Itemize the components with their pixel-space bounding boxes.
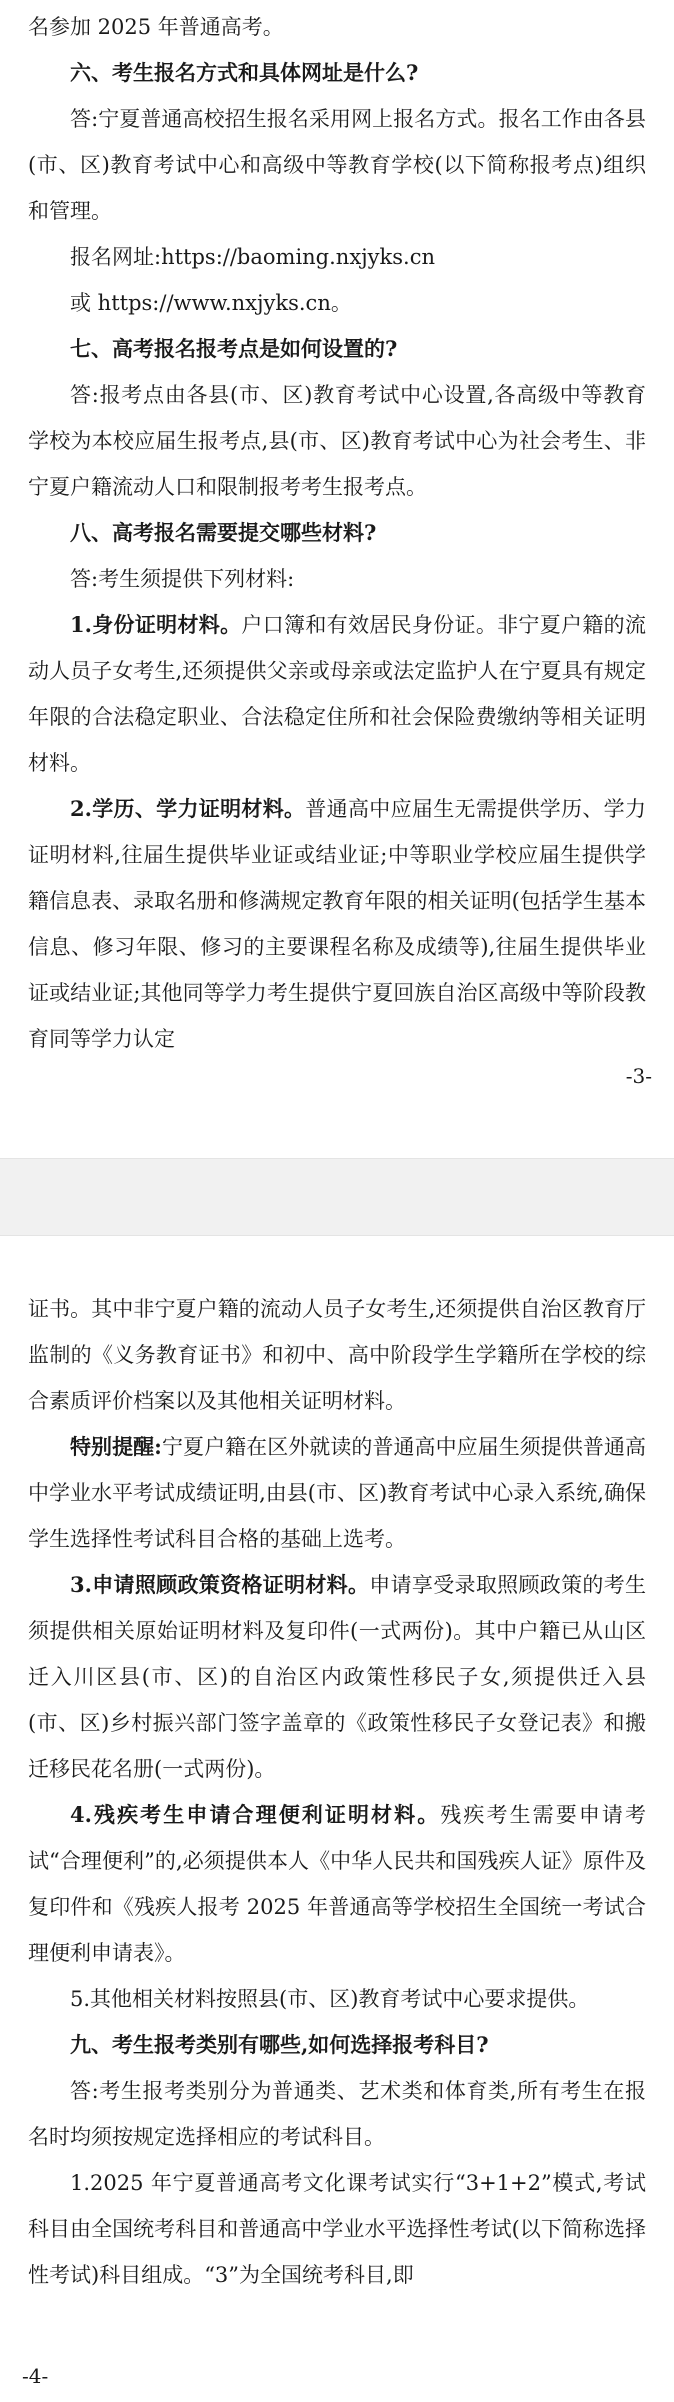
page-gap <box>0 1158 674 1236</box>
paragraph: 答:考生须提供下列材料: <box>70 567 295 591</box>
paragraph: 名参加 2025 年普通高考。 <box>28 15 284 39</box>
list-item-lead: 4.残疾考生申请合理便利证明材料。 <box>70 1802 441 1827</box>
list-item-lead: 3.申请照顾政策资格证明材料。 <box>70 1572 370 1597</box>
list-item-text: 残疾考生需要申请考试“合理便利”的,必须提供本人《中华人民共和国残疾人证》原件及复印件和《残疾人报考 2025 年普通高等学校招生全国统一考试合理便利申请表》。 <box>28 1803 647 1965</box>
special-note-lead: 特别提醒: <box>70 1434 162 1459</box>
list-item-text: 户口簿和有效居民身份证。非宁夏户籍的流动人员子女考生,还须提供父亲或母亲或法定监护人在宁夏具有规定年限的合法稳定职业、合法稳定住所和社会保险费缴纳等相关证明材料。 <box>28 613 646 775</box>
list-item <box>28 602 646 786</box>
section-heading-6: 六、考生报名方式和具体网址是什么? <box>70 60 419 85</box>
special-note-text: 宁夏户籍在区外就读的普通高中应届生须提供普通高中学业水平考试成绩证明,由县(市、区)教育考试中心录入系统,确保学生选择性考试科目合格的基础上选考。 <box>28 1435 646 1551</box>
paragraph: 答:宁夏普通高校招生报名采用网上报名方式。报名工作由各县(市、区)教育考试中心和高级中等教育学校(以下简称报考点)组织和管理。 <box>28 107 646 223</box>
list-item-text: 普通高中应届生无需提供学历、学力证明材料,往届生提供毕业证或结业证;中等职业学校应届生提供学籍信息表、录取名册和修满规定教育年限的相关证明(包括学生基本信息、修习年限、修习的主要课程名称及成绩等),往届生提供毕业证或结业证;其他同等学力考生提供宁夏回族自治区高级中等阶段教育同等学力认定 <box>28 797 646 1051</box>
registration-url-alt-line: 或 https://www.nxjyks.cn。 <box>70 291 352 315</box>
paragraph: 证书。其中非宁夏户籍的流动人员子女考生,还须提供自治区教育厅监制的《义务教育证书》和初中、高中阶段学生学籍所在学校的综合素质评价档案以及其他相关证明材料。 <box>28 1297 646 1413</box>
page-3-body <box>28 0 646 1062</box>
page-4-body <box>28 1234 646 2298</box>
special-note <box>28 1424 646 1562</box>
registration-url-line: 报名网址:https://baoming.nxjyks.cn <box>70 245 436 269</box>
list-item <box>28 1562 646 1792</box>
page-number: -3- <box>625 1064 652 1088</box>
list-item-text: 申请享受录取照顾政策的考生须提供相关原始证明材料及复印件(一式两份)。其中户籍已从山区迁入川区县(市、区)的自治区内政策性移民子女,须提供迁入县(市、区)乡村振兴部门签字盖章的《政策性移民子女登记表》和搬迁移民花名册(一式两份)。 <box>28 1573 647 1781</box>
section-heading-8: 八、高考报名需要提交哪些材料? <box>70 520 377 545</box>
list-item: 5.其他相关材料按照县(市、区)教育考试中心要求提供。 <box>70 1987 590 2011</box>
list-item <box>28 786 646 1062</box>
list-item <box>28 1792 646 1976</box>
paragraph: 答:报考点由各县(市、区)教育考试中心设置,各高级中等教育学校为本校应届生报考点,县(市、区)教育考试中心为社会考生、非宁夏户籍流动人口和限制报考考生报考点。 <box>28 383 646 499</box>
page-number: -4- <box>22 2364 49 2388</box>
document-page-4 <box>0 1234 674 2402</box>
paragraph: 答:考生报考类别分为普通类、艺术类和体育类,所有考生在报名时均须按规定选择相应的考试科目。 <box>28 2079 646 2149</box>
section-heading-7: 七、高考报名报考点是如何设置的? <box>70 336 398 361</box>
list-item-lead: 1.身份证明材料。 <box>70 612 242 637</box>
section-heading-9: 九、考生报考类别有哪些,如何选择报考科目? <box>70 2032 489 2057</box>
document-page-3 <box>0 0 674 1158</box>
list-item-lead: 2.学历、学力证明材料。 <box>70 796 306 821</box>
paragraph: 1.2025 年宁夏普通高考文化课考试实行“3+1+2”模式,考试科目由全国统考科目和普通高中学业水平选择性考试(以下简称选择性考试)科目组成。“3”为全国统考科目,即 <box>28 2171 646 2287</box>
